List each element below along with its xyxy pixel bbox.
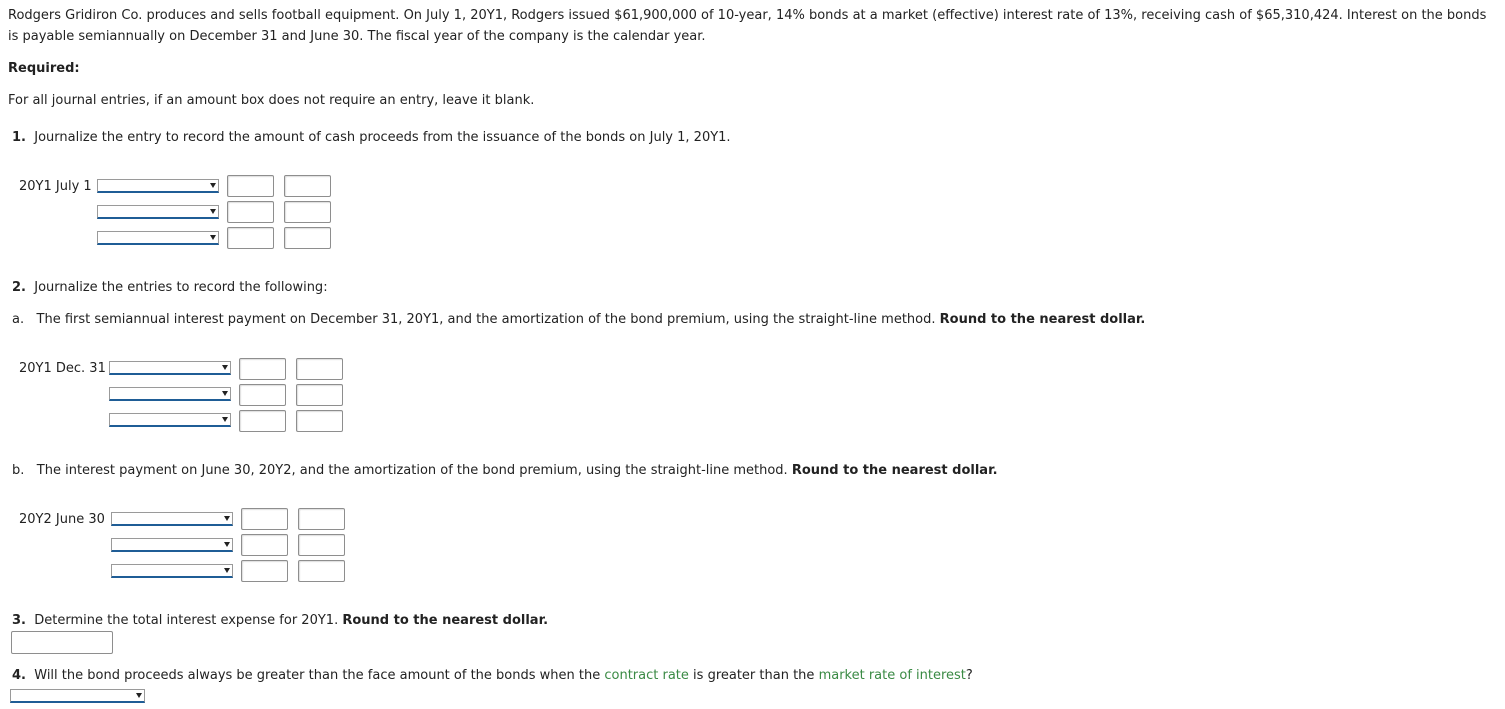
debit-input-q1-1[interactable] [227, 175, 274, 197]
debit-input-q1-3[interactable] [227, 227, 274, 249]
question-4-text-after: ? [965, 668, 973, 683]
credit-input-q2a-1[interactable] [296, 358, 343, 380]
question-3-rounding: Round to the nearest dollar. [342, 613, 549, 628]
account-select-q2b-1[interactable] [111, 512, 233, 526]
credit-input-q2b-2[interactable] [298, 534, 345, 556]
question-2b [12, 463, 998, 478]
account-select-q1-2[interactable] [97, 205, 219, 219]
question-1 [12, 130, 731, 145]
debit-input-q2b-2[interactable] [241, 534, 288, 556]
entry-date-q2a: 20Y1 Dec. 31 [19, 361, 106, 376]
account-select-q2a-3[interactable] [109, 413, 231, 427]
market-rate-link[interactable]: market rate of interest [818, 668, 966, 683]
question-2b-letter: b. [12, 463, 25, 478]
question-4-text-middle: is greater than the [693, 668, 815, 683]
answer-select-q4[interactable] [10, 689, 145, 703]
question-2b-text: The interest payment on June 30, 20Y2, and the amortization of the bond premium, using the straight-line method. [36, 463, 788, 478]
required-label: Required: [8, 61, 80, 76]
dropdown-arrow-icon [222, 365, 228, 370]
credit-input-q2b-3[interactable] [298, 560, 345, 582]
question-4-text-before: Will the bond proceeds always be greater than the face amount of the bonds when the [34, 668, 601, 683]
credit-input-q1-1[interactable] [284, 175, 331, 197]
question-1-text: Journalize the entry to record the amount of cash proceeds from the issuance of the bonds on July 1, 20Y1. [34, 130, 731, 145]
dropdown-arrow-icon [222, 417, 228, 422]
debit-input-q2a-3[interactable] [239, 410, 286, 432]
debit-input-q2a-1[interactable] [239, 358, 286, 380]
question-3-text: Determine the total interest expense for 20Y1. [34, 613, 339, 628]
question-2a-rounding: Round to the nearest dollar. [939, 312, 1146, 327]
question-4-number: 4. [12, 668, 26, 683]
credit-input-q2b-1[interactable] [298, 508, 345, 530]
question-4 [12, 668, 973, 683]
question-2a-text: The first semiannual interest payment on December 31, 20Y1, and the amortization of the bond premium, using the straight-line method. [36, 312, 936, 327]
debit-input-q2b-1[interactable] [241, 508, 288, 530]
dropdown-arrow-icon [210, 235, 216, 240]
instruction-text: For all journal entries, if an amount box does not require an entry, leave it blank. [8, 93, 535, 108]
dropdown-arrow-icon [222, 391, 228, 396]
question-2 [12, 280, 328, 295]
entry-date-q2b: 20Y2 June 30 [19, 512, 105, 527]
account-select-q2a-2[interactable] [109, 387, 231, 401]
dropdown-arrow-icon [210, 209, 216, 214]
entry-date-q1: 20Y1 July 1 [19, 179, 92, 194]
question-2a-letter: a. [12, 312, 25, 327]
account-select-q2b-3[interactable] [111, 564, 233, 578]
debit-input-q2b-3[interactable] [241, 560, 288, 582]
credit-input-q2a-3[interactable] [296, 410, 343, 432]
question-3-number: 3. [12, 613, 26, 628]
credit-input-q1-3[interactable] [284, 227, 331, 249]
dropdown-arrow-icon [210, 183, 216, 188]
problem-intro: Rodgers Gridiron Co. produces and sells football equipment. On July 1, 20Y1, Rodgers issued $61,900,000 of 10-year, 14% bonds at a market (effective) interest rate of 13%, receiving cash of $65,310,424. Interest on the bonds is payable semiannually on December 31 and June 30. The fiscal year of the company is the calendar year. [8, 8, 1487, 44]
total-interest-expense-input[interactable] [11, 631, 113, 654]
question-1-number: 1. [12, 130, 26, 145]
question-2-text: Journalize the entries to record the following: [34, 280, 328, 295]
dropdown-arrow-icon [224, 516, 230, 521]
debit-input-q2a-2[interactable] [239, 384, 286, 406]
dropdown-arrow-icon [224, 542, 230, 547]
debit-input-q1-2[interactable] [227, 201, 274, 223]
contract-rate-link[interactable]: contract rate [604, 668, 689, 683]
account-select-q2b-2[interactable] [111, 538, 233, 552]
question-2-number: 2. [12, 280, 26, 295]
account-select-q2a-1[interactable] [109, 361, 231, 375]
account-select-q1-3[interactable] [97, 231, 219, 245]
account-select-q1-1[interactable] [97, 179, 219, 193]
question-2a [12, 312, 1145, 327]
credit-input-q2a-2[interactable] [296, 384, 343, 406]
dropdown-arrow-icon [136, 693, 142, 698]
question-3 [12, 613, 548, 628]
dropdown-arrow-icon [224, 568, 230, 573]
question-2b-rounding: Round to the nearest dollar. [791, 463, 998, 478]
credit-input-q1-2[interactable] [284, 201, 331, 223]
